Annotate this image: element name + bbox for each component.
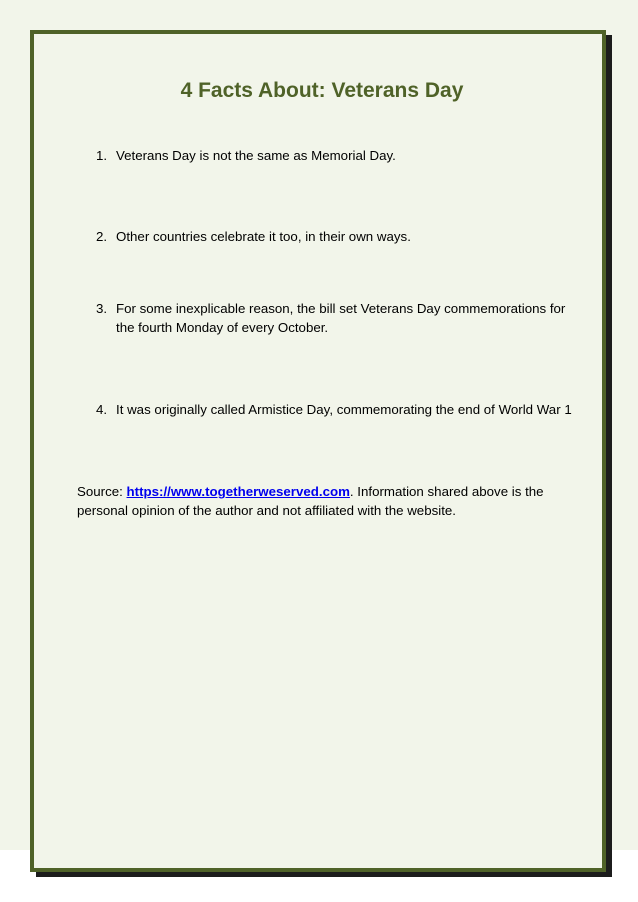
- fact-number: 2.: [96, 229, 108, 244]
- fact-number: 3.: [96, 301, 108, 316]
- fact-number: 4.: [96, 402, 108, 417]
- fact-item-1: [96, 146, 576, 165]
- page-border-frame: [30, 30, 606, 872]
- fact-item-4: [96, 400, 586, 419]
- fact-number: 1.: [96, 148, 108, 163]
- fact-text: Veterans Day is not the same as Memorial Day.: [116, 148, 396, 163]
- fact-text: It was originally called Armistice Day, commemorating the end of World War 1: [116, 402, 572, 417]
- fact-item-2: [96, 227, 576, 246]
- source-disclaimer: . Information shared above is the personal opinion of the author and not affiliated with the website.: [77, 484, 544, 518]
- source-note: [77, 482, 577, 520]
- source-link[interactable]: https://www.togetherweserved.com: [126, 484, 350, 499]
- source-prefix: Source:: [77, 484, 127, 499]
- page-title: 4 Facts About: Veterans Day: [180, 79, 464, 102]
- fact-text: Other countries celebrate it too, in their own ways.: [116, 229, 411, 244]
- fact-item-3: [96, 299, 576, 337]
- fact-text: For some inexplicable reason, the bill set Veterans Day commemorations for the fourth Monday of every October.: [116, 301, 566, 335]
